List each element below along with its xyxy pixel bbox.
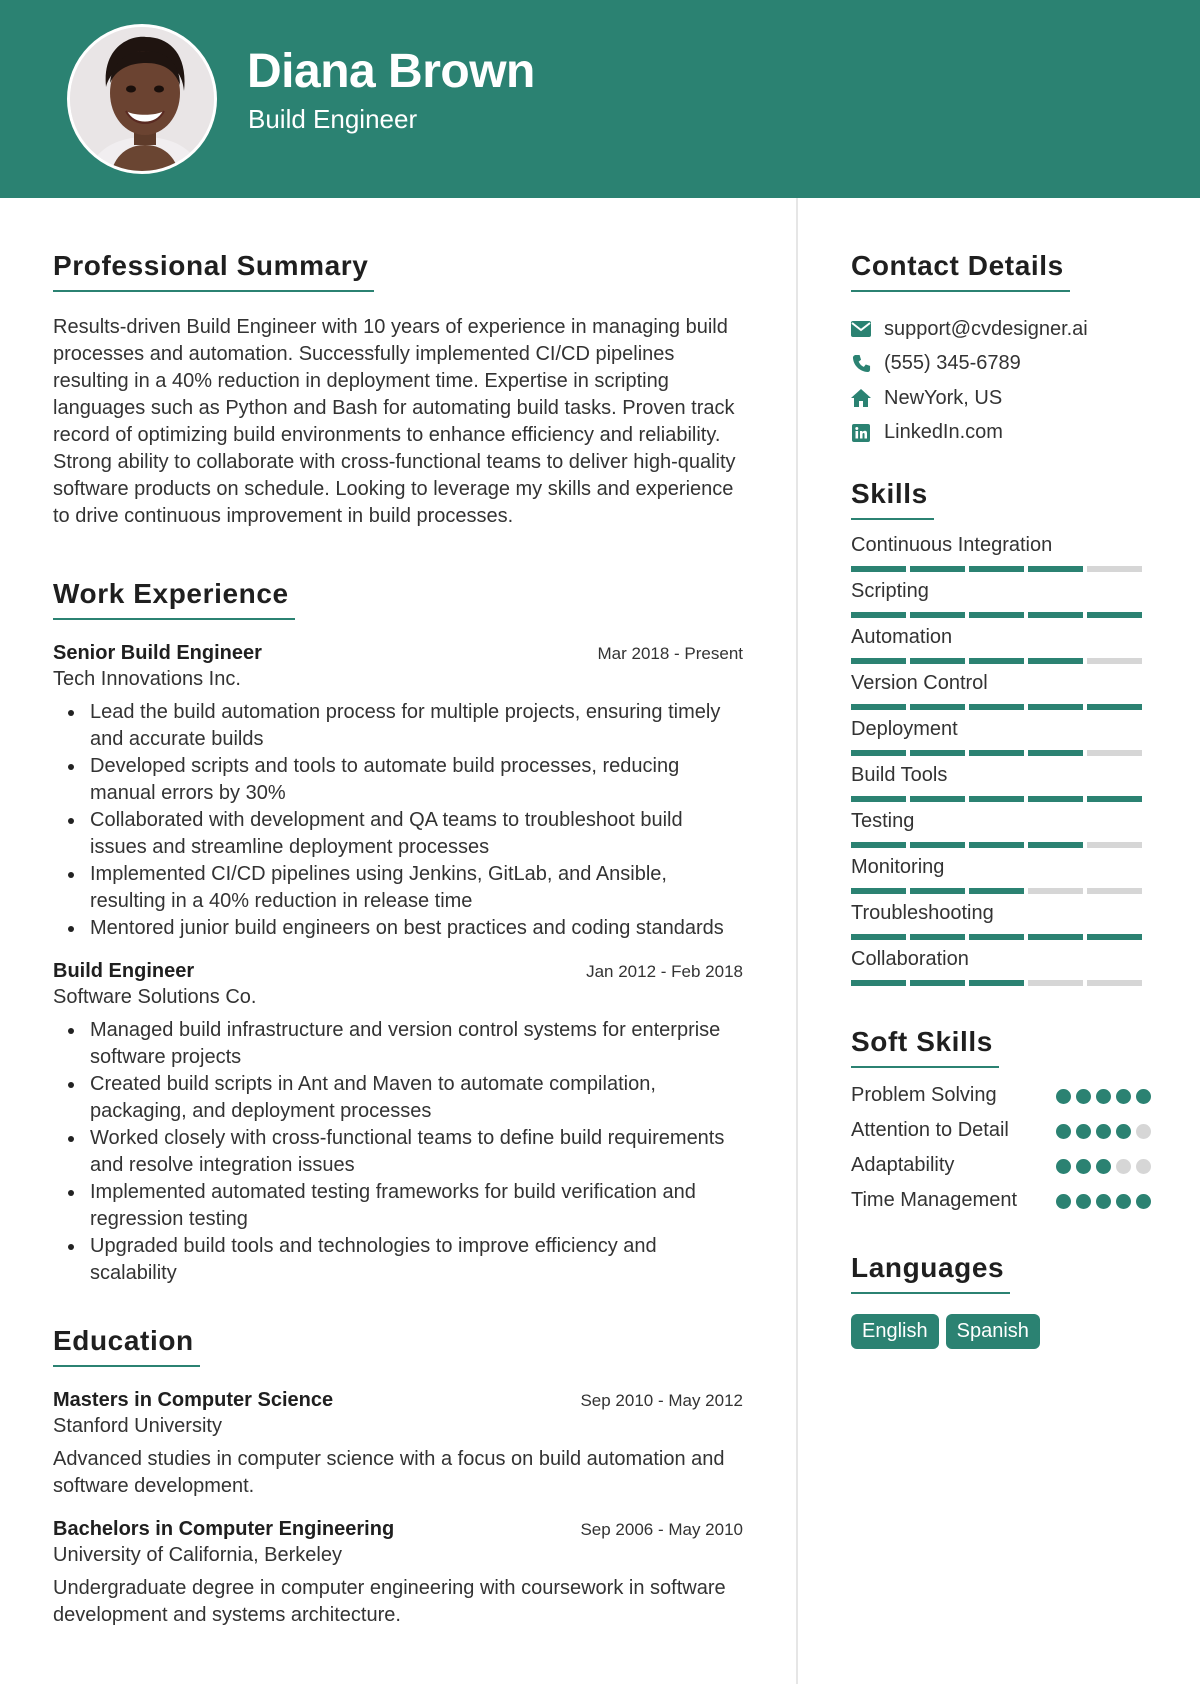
skill-level-bar <box>851 566 1151 572</box>
skill-item <box>851 764 1151 802</box>
skill-level-segment-filled <box>910 566 965 572</box>
skill-level-segment-filled <box>910 980 965 986</box>
job-bullet: Mentored junior build engineers on best practices and coding standards <box>53 915 743 942</box>
skill-level-segment-filled <box>1028 842 1083 848</box>
skill-level-segment-filled <box>910 842 965 848</box>
skill-level-segment-filled <box>851 888 906 894</box>
contact-phone[interactable] <box>851 347 1151 382</box>
education-degree: Masters in Computer Science <box>53 1389 334 1411</box>
summary-text: Results-driven Build Engineer with 10 years of experience in managing build processes and automation. Successfully implemented CI/CD pipelines resulting in a 40% reduction in deployment time. Expertise in scripting languages such as Python and Bash for automating build tasks. Proven track record of optimizing build environments to enhance efficiency and reliability. Strong ability to collaborate with cross-functional teams to deliver high-quality software products on schedule. Looking to leverage my skills and experience to drive continuous improvement in build processes. <box>53 316 736 527</box>
skill-level-segment-filled <box>1087 796 1142 802</box>
contact-email[interactable] <box>851 312 1151 347</box>
job-entry <box>53 960 743 1287</box>
skill-level-segment-filled <box>910 888 965 894</box>
skill-level-bar <box>851 888 1151 894</box>
skill-item <box>851 580 1151 618</box>
job-entry <box>53 642 743 942</box>
skills-list <box>851 534 1151 986</box>
job-role: Senior Build Engineer <box>53 642 262 664</box>
skill-name: Deployment <box>851 718 958 740</box>
skill-level-segment-filled <box>969 566 1024 572</box>
skill-level-segment-filled <box>969 658 1024 664</box>
skill-level-segment-filled <box>851 704 906 710</box>
skill-level-segment-filled <box>1028 750 1083 756</box>
contact-linkedin[interactable] <box>851 416 1151 451</box>
job-bullet: Collaborated with development and QA teams to troubleshoot build issues and streamline deployment processes <box>53 807 743 861</box>
candidate-title: Build Engineer <box>248 104 418 134</box>
soft-skill-name: Adaptability <box>851 1154 955 1176</box>
rating-dot-empty <box>1116 1159 1131 1174</box>
phone-text: (555) 345-6789 <box>884 352 1021 375</box>
skill-item <box>851 626 1151 664</box>
column-divider <box>796 198 798 1684</box>
skill-level-segment-filled <box>1087 612 1142 618</box>
skill-level-segment-filled <box>969 704 1024 710</box>
skill-item <box>851 534 1151 572</box>
skill-level-segment-filled <box>969 934 1024 940</box>
contact-section <box>851 250 1151 450</box>
education-description: Advanced studies in computer science with a focus on build automation and software development. <box>53 1448 725 1497</box>
job-bullet: Upgraded build tools and technologies to improve efficiency and scalability <box>53 1233 743 1287</box>
skill-name: Continuous Integration <box>851 534 1053 556</box>
education-heading: Education <box>53 1325 200 1367</box>
skills-section <box>851 478 1151 986</box>
rating-dot-filled <box>1096 1159 1111 1174</box>
job-bullet: Managed build infrastructure and version control systems for enterprise software projects <box>53 1017 743 1071</box>
rating-dot-filled <box>1076 1194 1091 1209</box>
skill-level-segment-filled <box>851 750 906 756</box>
skill-name: Version Control <box>851 672 988 694</box>
rating-dot-empty <box>1136 1159 1151 1174</box>
skill-level-segment-empty <box>1087 658 1142 664</box>
job-bullets <box>53 1017 743 1287</box>
soft-skill-rating <box>1051 1159 1151 1174</box>
rating-dot-filled <box>1056 1124 1071 1139</box>
contact-heading: Contact Details <box>851 250 1070 292</box>
experience-heading: Work Experience <box>53 578 295 620</box>
rating-dot-filled <box>1116 1124 1131 1139</box>
skill-level-segment-filled <box>910 612 965 618</box>
rating-dot-filled <box>1056 1194 1071 1209</box>
rating-dot-filled <box>1056 1089 1071 1104</box>
envelope-icon <box>851 319 871 339</box>
language-badge: Spanish <box>946 1314 1040 1349</box>
job-bullet: Developed scripts and tools to automate build processes, reducing manual errors by 30% <box>53 753 743 807</box>
skill-name: Scripting <box>851 580 929 602</box>
main-column <box>53 250 743 1629</box>
soft-skills-heading: Soft Skills <box>851 1026 999 1068</box>
skill-level-segment-filled <box>910 704 965 710</box>
rating-dot-filled <box>1056 1159 1071 1174</box>
skill-name: Collaboration <box>851 948 969 970</box>
job-bullet: Implemented CI/CD pipelines using Jenkins, GitLab, and Ansible, resulting in a 40% reduction in release time <box>53 861 743 915</box>
rating-dot-empty <box>1136 1124 1151 1139</box>
soft-skill-rating <box>1051 1194 1151 1209</box>
skill-level-segment-filled <box>969 888 1024 894</box>
skill-level-segment-filled <box>910 796 965 802</box>
skill-name: Troubleshooting <box>851 902 994 924</box>
skill-level-bar <box>851 750 1151 756</box>
job-bullet: Worked closely with cross-functional teams to define build requirements and resolve integration issues <box>53 1125 743 1179</box>
skill-level-bar <box>851 842 1151 848</box>
soft-skill-name: Problem Solving <box>851 1084 997 1106</box>
soft-skill-rating <box>1051 1124 1151 1139</box>
linkedin-icon <box>851 423 871 443</box>
education-degree: Bachelors in Computer Engineering <box>53 1518 395 1540</box>
skill-item <box>851 718 1151 756</box>
job-dates: Mar 2018 - Present <box>597 644 743 663</box>
skill-name: Testing <box>851 810 915 832</box>
job-company: Software Solutions Co. <box>53 986 257 1008</box>
skill-level-segment-filled <box>969 612 1024 618</box>
skill-level-segment-empty <box>1087 888 1142 894</box>
skill-level-segment-filled <box>851 612 906 618</box>
skills-heading: Skills <box>851 478 934 520</box>
skill-level-bar <box>851 658 1151 664</box>
contact-location <box>851 381 1151 416</box>
phone-icon <box>851 354 871 374</box>
skill-level-segment-filled <box>1087 934 1142 940</box>
job-dates: Jan 2012 - Feb 2018 <box>586 962 743 981</box>
languages-list <box>851 1314 1151 1349</box>
job-bullets <box>53 699 743 942</box>
skill-level-segment-empty <box>1087 566 1142 572</box>
languages-heading: Languages <box>851 1252 1010 1294</box>
resume-header <box>0 0 1200 198</box>
soft-skill-item <box>851 1082 1151 1109</box>
skill-level-segment-filled <box>851 934 906 940</box>
skill-level-segment-filled <box>1028 566 1083 572</box>
skill-level-bar <box>851 796 1151 802</box>
rating-dot-filled <box>1116 1089 1131 1104</box>
sidebar-column <box>851 250 1151 1349</box>
summary-section <box>53 250 743 530</box>
job-bullet: Created build scripts in Ant and Maven to automate compilation, packaging, and deployment processes <box>53 1071 743 1125</box>
skill-level-segment-filled <box>969 980 1024 986</box>
skill-level-segment-filled <box>1028 658 1083 664</box>
skill-level-segment-filled <box>851 842 906 848</box>
education-section <box>53 1325 743 1629</box>
skill-item <box>851 672 1151 710</box>
job-bullet: Lead the build automation process for multiple projects, ensuring timely and accurate builds <box>53 699 743 753</box>
education-entry <box>53 1389 743 1500</box>
job-role: Build Engineer <box>53 960 195 982</box>
rating-dot-filled <box>1116 1194 1131 1209</box>
linkedin-text: LinkedIn.com <box>884 421 1003 444</box>
soft-skill-item <box>851 1152 1151 1179</box>
summary-heading: Professional Summary <box>53 250 374 292</box>
skill-level-segment-filled <box>1028 704 1083 710</box>
skill-level-bar <box>851 612 1151 618</box>
soft-skill-name: Time Management <box>851 1189 1017 1211</box>
skill-name: Build Tools <box>851 764 948 786</box>
rating-dot-filled <box>1096 1194 1111 1209</box>
skill-level-segment-filled <box>851 658 906 664</box>
skill-level-segment-filled <box>969 750 1024 756</box>
skill-level-segment-filled <box>1028 934 1083 940</box>
soft-skill-item <box>851 1117 1151 1144</box>
skill-level-segment-filled <box>1087 704 1142 710</box>
skill-level-segment-filled <box>1028 612 1083 618</box>
education-entry <box>53 1518 743 1629</box>
skill-level-bar <box>851 704 1151 710</box>
rating-dot-filled <box>1076 1124 1091 1139</box>
skill-item <box>851 856 1151 894</box>
skill-name: Automation <box>851 626 953 648</box>
skill-level-segment-filled <box>969 796 1024 802</box>
rating-dot-filled <box>1096 1124 1111 1139</box>
soft-skill-name: Attention to Detail <box>851 1119 1009 1141</box>
skill-level-segment-empty <box>1028 980 1083 986</box>
skill-level-segment-filled <box>910 658 965 664</box>
skill-level-segment-filled <box>910 934 965 940</box>
rating-dot-filled <box>1076 1159 1091 1174</box>
skill-level-segment-filled <box>910 750 965 756</box>
soft-skill-item <box>851 1187 1151 1214</box>
email-text: support@cvdesigner.ai <box>884 317 1088 340</box>
education-description: Undergraduate degree in computer engineering with coursework in software development and systems architecture. <box>53 1577 726 1626</box>
location-text: NewYork, US <box>884 386 1003 409</box>
skill-item <box>851 810 1151 848</box>
education-school: University of California, Berkeley <box>53 1544 342 1566</box>
rating-dot-filled <box>1096 1089 1111 1104</box>
soft-skills-list <box>851 1082 1151 1214</box>
rating-dot-filled <box>1136 1194 1151 1209</box>
experience-section <box>53 578 743 1287</box>
skill-name: Monitoring <box>851 856 945 878</box>
skill-level-segment-filled <box>851 566 906 572</box>
candidate-name: Diana Brown <box>247 45 535 98</box>
skill-item <box>851 902 1151 940</box>
avatar <box>67 24 217 174</box>
skill-item <box>851 948 1151 986</box>
skill-level-segment-empty <box>1087 842 1142 848</box>
rating-dot-filled <box>1076 1089 1091 1104</box>
education-dates: Sep 2010 - May 2012 <box>580 1391 743 1410</box>
soft-skill-rating <box>1051 1089 1151 1104</box>
skill-level-bar <box>851 980 1151 986</box>
skill-level-segment-empty <box>1087 750 1142 756</box>
languages-section <box>851 1252 1151 1349</box>
job-bullet: Implemented automated testing frameworks for build verification and regression testing <box>53 1179 743 1233</box>
skill-level-bar <box>851 934 1151 940</box>
rating-dot-filled <box>1136 1089 1151 1104</box>
skill-level-segment-filled <box>1028 796 1083 802</box>
job-company: Tech Innovations Inc. <box>53 668 241 690</box>
education-dates: Sep 2006 - May 2010 <box>580 1520 743 1539</box>
soft-skills-section <box>851 1026 1151 1214</box>
skill-level-segment-filled <box>851 796 906 802</box>
education-school: Stanford University <box>53 1415 222 1437</box>
language-badge: English <box>851 1314 939 1349</box>
skill-level-segment-filled <box>969 842 1024 848</box>
portrait-photo <box>70 27 217 174</box>
home-icon <box>851 388 871 408</box>
skill-level-segment-empty <box>1028 888 1083 894</box>
skill-level-segment-empty <box>1087 980 1142 986</box>
skill-level-segment-filled <box>851 980 906 986</box>
